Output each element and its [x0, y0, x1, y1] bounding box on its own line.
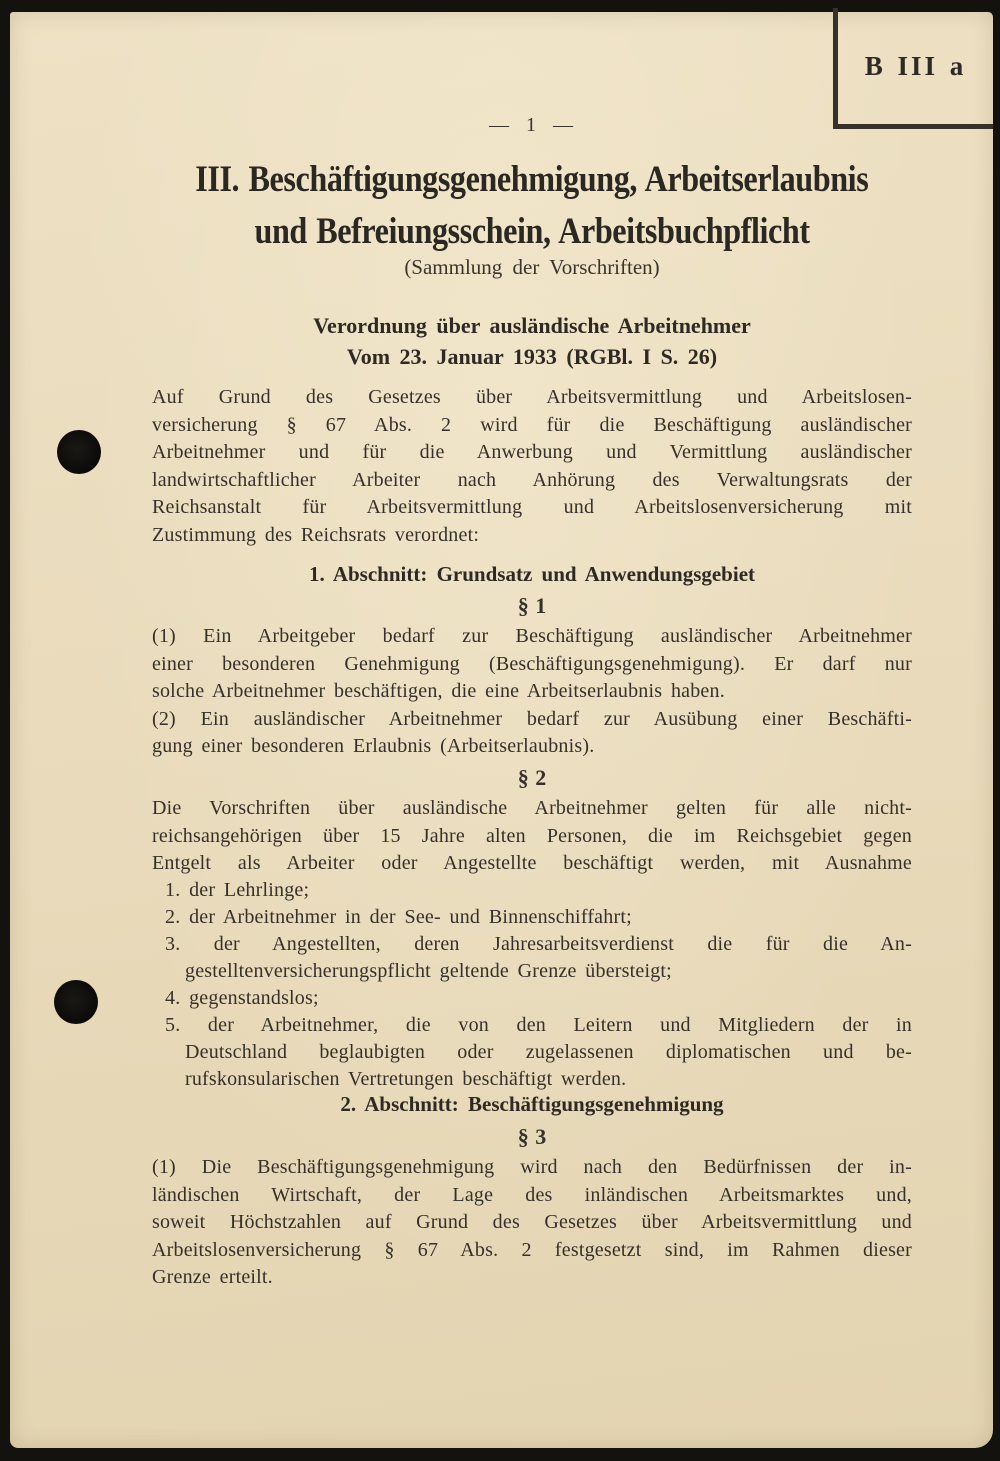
list-item-line: 3. der Angestellten, deren Jahresarbeitsverdienst die für die An- [165, 933, 912, 955]
regulation-heading-line1: Verordnung über ausländische Arbeitnehmer [313, 313, 751, 338]
punch-hole-bottom [54, 980, 98, 1024]
paragraph-3-line: ländischen Wirtschaft, der Lage des inländischen Arbeitsmarktes und, [152, 1183, 912, 1206]
page-number: — 1 — [489, 114, 575, 136]
paragraph-3-line: Grenze erteilt. [152, 1266, 273, 1288]
paragraph-3-text [152, 1154, 912, 1292]
paragraph-3-line: (1) Die Beschäftigungsgenehmigung wird nach den Bedürfnissen der in- [152, 1156, 912, 1178]
paragraph-1-line: einer besonderen Genehmigung (Beschäftigungsgenehmigung). Er darf nur [152, 652, 912, 675]
preamble-line: landwirtschaftlicher Arbeiter nach Anhörung des Verwaltungsrats der [152, 468, 912, 491]
list-item-line: Deutschland beglaubigten oder zugelassenen diplomatischen und be- [185, 1041, 912, 1063]
preamble-line: Auf Grund des Gesetzes über Arbeitsvermittlung und Arbeitslosen- [152, 386, 912, 408]
punch-hole-top [57, 430, 101, 474]
paragraph-3-line: Arbeitslosenversicherung § 67 Abs. 2 festgesetzt sind, im Rahmen dieser [152, 1238, 912, 1261]
paragraph-1-line: solche Arbeitnehmer beschäftigen, die eine Arbeitserlaubnis haben. [152, 680, 725, 702]
list-item-line: 4. gegenstandslos; [165, 987, 319, 1009]
paragraph-1-text [152, 623, 912, 761]
preamble-line: Zustimmung des Reichsrats verordnet: [152, 523, 480, 546]
paragraph-2-line: Die Vorschriften über ausländische Arbeitnehmer gelten für alle nicht- [152, 797, 912, 819]
paragraph-3-line: soweit Höchstzahlen auf Grund des Gesetzes über Arbeitsvermittlung und [152, 1211, 912, 1233]
classification-label: B III a [864, 50, 967, 81]
list-item-line: gestelltenversicherungspflicht geltende Grenze übersteigt; [185, 960, 672, 982]
document-title-line2 [140, 210, 924, 253]
list-item-line: 1. der Lehrlinge; [165, 879, 310, 901]
paragraph-3-mark: § 3 [517, 1124, 547, 1149]
preamble-line: Arbeitnehmer und für die Anwerbung und Vermittlung ausländischer [152, 441, 912, 463]
preamble-line: versicherung § 67 Abs. 2 wird für die Beschäftigung ausländischer [152, 413, 912, 436]
paragraph-1-line: (1) Ein Arbeitgeber bedarf zur Beschäftigung ausländischer Arbeitnehmer [152, 625, 912, 647]
section-2-heading: 2. Abschnitt: Beschäftigungsgenehmigung [340, 1092, 724, 1116]
paragraph-2-line: Entgelt als Arbeiter oder Angestellte beschäftigt werden, mit Ausnahme [152, 852, 912, 874]
list-item-line: rufskonsularischen Vertretungen beschäftigt werden. [185, 1068, 627, 1090]
document-title-line2-text: und Befreiungsschein, Arbeitsbuchpflicht [254, 211, 810, 252]
paragraph-1-mark: § 1 [517, 593, 547, 618]
document-page [10, 12, 993, 1448]
paragraph-2-exception-list [152, 877, 912, 1093]
preamble-line: Reichsanstalt für Arbeitsvermittlung und Arbeitslosenversicherung mit [152, 496, 912, 518]
document-title-line1 [140, 158, 924, 201]
document-title-line1-text: III. Beschäftigungsgenehmigung, Arbeitserlaubnis [195, 159, 869, 200]
section-1-heading: 1. Abschnitt: Grundsatz und Anwendungsgebiet [308, 562, 756, 586]
paragraph-1-line: (2) Ein ausländischer Arbeitnehmer bedarf zur Ausübung einer Beschäfti- [152, 707, 912, 730]
paragraph-2-mark: § 2 [517, 765, 547, 790]
paragraph-1-line: gung einer besonderen Erlaubnis (Arbeitserlaubnis). [152, 735, 595, 757]
list-item-line: 5. der Arbeitnehmer, die von den Leitern und Mitgliedern der in [165, 1014, 912, 1036]
paragraph-2-line: reichsangehörigen über 15 Jahre alten Personen, die im Reichsgebiet gegen [152, 824, 912, 847]
classification-box [833, 8, 993, 129]
paragraph-2-text [152, 795, 912, 878]
preamble-paragraph [152, 384, 912, 549]
regulation-heading-line2: Vom 23. Januar 1933 (RGBl. I S. 26) [346, 344, 718, 369]
list-item-line: 2. der Arbeitnehmer in der See- und Binnenschiffahrt; [165, 906, 632, 928]
document-subtitle: (Sammlung der Vorschriften) [404, 255, 660, 279]
